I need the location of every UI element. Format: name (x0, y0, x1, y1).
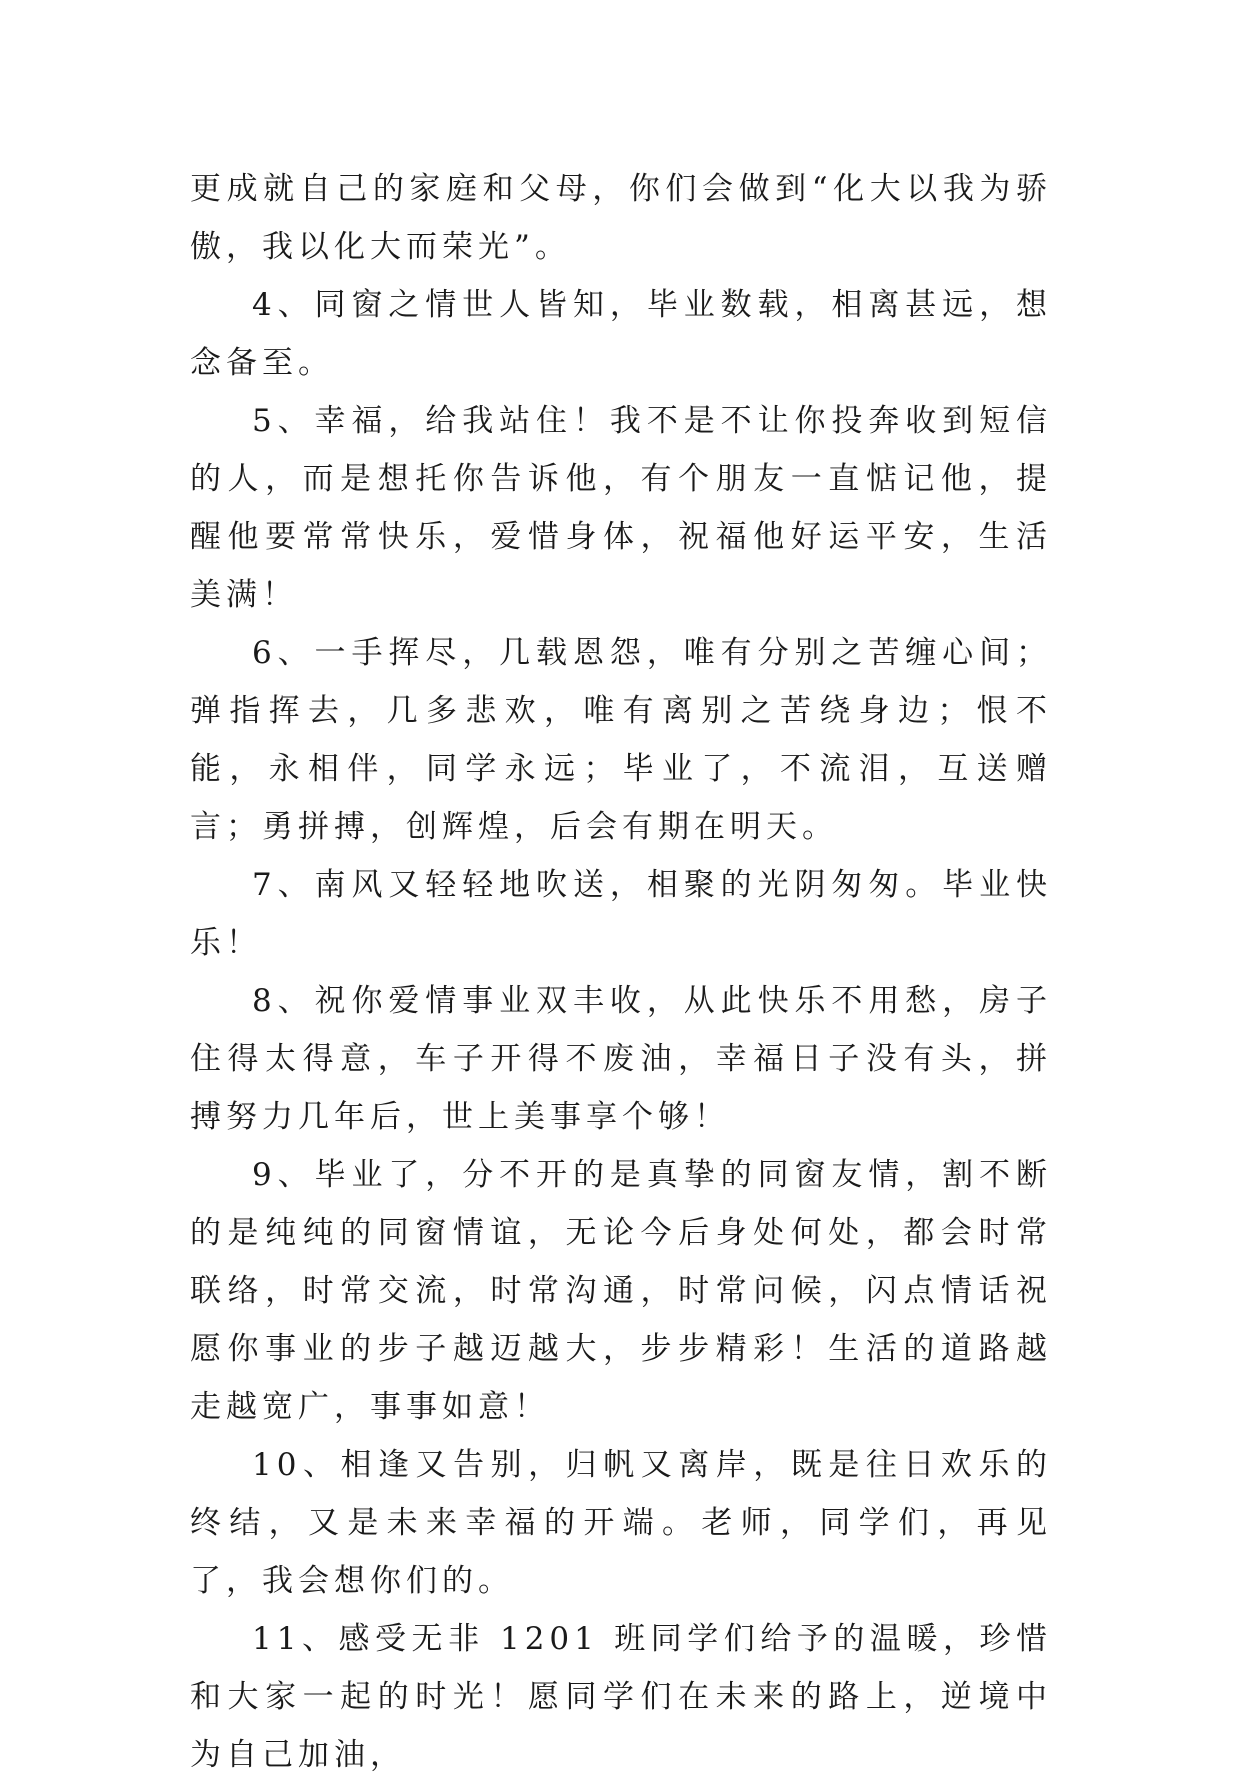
paragraph-item-9: 9、毕业了，分不开的是真挚的同窗友情，割不断的是纯纯的同窗情谊，无论今后身处何处，都会时常联络，时常交流，时常沟通，时常问候，闪点情话祝愿你事业的步子越迈越大，步步精彩！生活的道路越走越宽广，事事如意！ (190, 1157, 1052, 1425)
paragraph-item-10: 10、相逢又告别，归帆又离岸，既是往日欢乐的终结，又是未来幸福的开端。老师，同学们，再见了，我会想你们的。 (190, 1447, 1052, 1599)
paragraph-continued: 更成就自己的家庭和父母，你们会做到“化大以我为骄傲，我以化大而荣光”。 (190, 171, 1052, 265)
paragraph-item-5: 5、幸福，给我站住！我不是不让你投奔收到短信的人，而是想托你告诉他，有个朋友一直惦记他，提醒他要常常快乐，爱惜身体，祝福他好运平安，生活美满！ (190, 403, 1052, 613)
paragraph-item-6: 6、一手挥尽，几载恩怨，唯有分别之苦缠心间；弹指挥去，几多悲欢，唯有离别之苦绕身边；恨不能，永相伴，同学永远；毕业了，不流泪，互送赠言；勇拼搏，创辉煌，后会有期在明天。 (190, 635, 1052, 845)
paragraph-item-4: 4、同窗之情世人皆知，毕业数载，相离甚远，想念备至。 (190, 287, 1052, 381)
document-body (190, 160, 1052, 1784)
paragraph-item-8: 8、祝你爱情事业双丰收，从此快乐不用愁，房子住得太得意，车子开得不废油，幸福日子没有头，拼搏努力几年后，世上美事享个够！ (190, 983, 1052, 1135)
paragraph-item-11: 11、感受无非 1201 班同学们给予的温暖，珍惜和大家一起的时光！愿同学们在未来的路上，逆境中为自己加油， (190, 1621, 1052, 1773)
paragraph-item-7: 7、南风又轻轻地吹送，相聚的光阴匆匆。毕业快乐！ (190, 867, 1052, 961)
